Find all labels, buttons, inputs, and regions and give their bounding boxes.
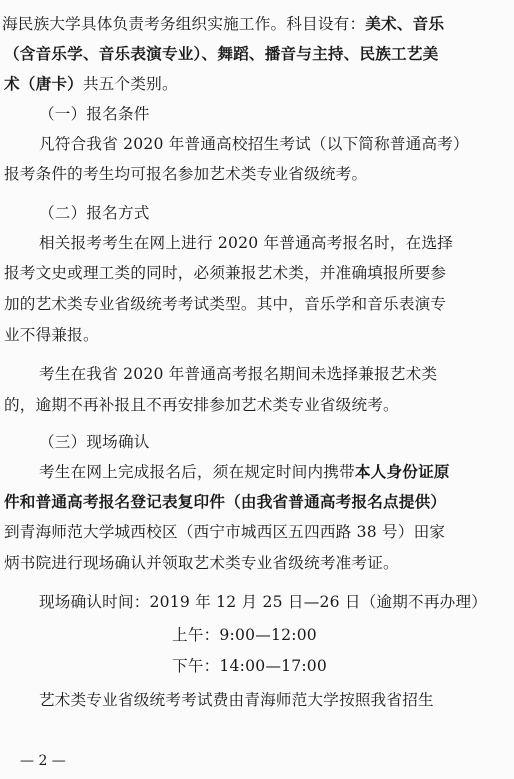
bold-text-run: 美术、音乐 [365,15,445,33]
text-line [39,364,514,384]
page-number: — 2 — [20,753,66,769]
text-run: 共五个类别。 [82,75,178,93]
text-run: 考生在我省 2020 年普通高考报名期间未选择兼报艺术类 [39,365,438,383]
text-line [4,325,514,345]
schedule-morning [172,625,514,645]
text-run: 下午：14:00—17:00 [172,657,328,675]
text-line [4,164,514,184]
text-run: 凡符合我省 2020 年普通高校招生考试（以下简称普通高考） [39,135,469,153]
schedule-afternoon [172,656,514,676]
text-line [4,522,514,542]
text-run: 的，逾期不再补报且不再安排参加艺术类专业省级统考。 [4,396,399,414]
text-line [4,492,514,512]
text-run: 报考条件的考生均可报名参加艺术类专业省级统考。 [4,165,368,183]
section-heading [39,104,514,124]
text-run: 报考文史或理工类的同时，必须兼报艺术类，并准确填报所要参 [4,264,447,282]
text-line [39,233,514,253]
text-run: 海民族大学具体负责考务组织实施工作。科目设有： [2,15,366,33]
schedule-date [39,592,514,612]
text-run: 加的艺术类专业省级统考考试类型。其中，音乐学和音乐表演专 [4,295,447,313]
text-line [4,44,514,64]
text-run: 艺术类专业省级统考考试费由青海师范大学按照我省招生 [39,691,434,709]
text-run: 现场确认时间：2019 年 12 月 25 日—26 日（逾期不再办理） [39,593,488,611]
text-line [4,74,514,94]
text-line [39,462,514,482]
text-line [4,553,514,573]
bold-text-run: 件和普通高考报名登记表复印件（由我省普通高考报名点提供） [4,493,447,511]
text-line [4,395,514,415]
text-run: 考生在网上完成报名后，须在规定时间内携带 [39,463,355,481]
bold-text-run: 术（唐卡） [4,75,83,93]
text-line [39,690,514,710]
text-run: 上午：9:00—12:00 [172,626,317,644]
section-heading [39,432,514,452]
bold-text-run: 本人身份证原 [354,463,450,481]
text-run: （三）现场确认 [39,433,150,451]
text-line [39,134,514,154]
text-run: 业不得兼报。 [4,326,99,344]
text-run: 炳书院进行现场确认并领取艺术类专业省级统考准考证。 [4,554,399,572]
text-line [4,294,514,314]
text-line [4,263,514,283]
text-run: 相关报考考生在网上进行 2020 年普通高考报名时，在选择 [39,234,454,252]
section-heading [39,203,514,223]
text-line [2,14,514,34]
text-run: 到青海师范大学城西校区（西宁市城西区五四西路 38 号）田家 [4,523,446,541]
text-run: （二）报名方式 [39,204,150,222]
text-run: （一）报名条件 [39,105,150,123]
bold-text-run: （含音乐学、音乐表演专业）、舞蹈、播音与主持、民族工艺美 [4,45,439,63]
